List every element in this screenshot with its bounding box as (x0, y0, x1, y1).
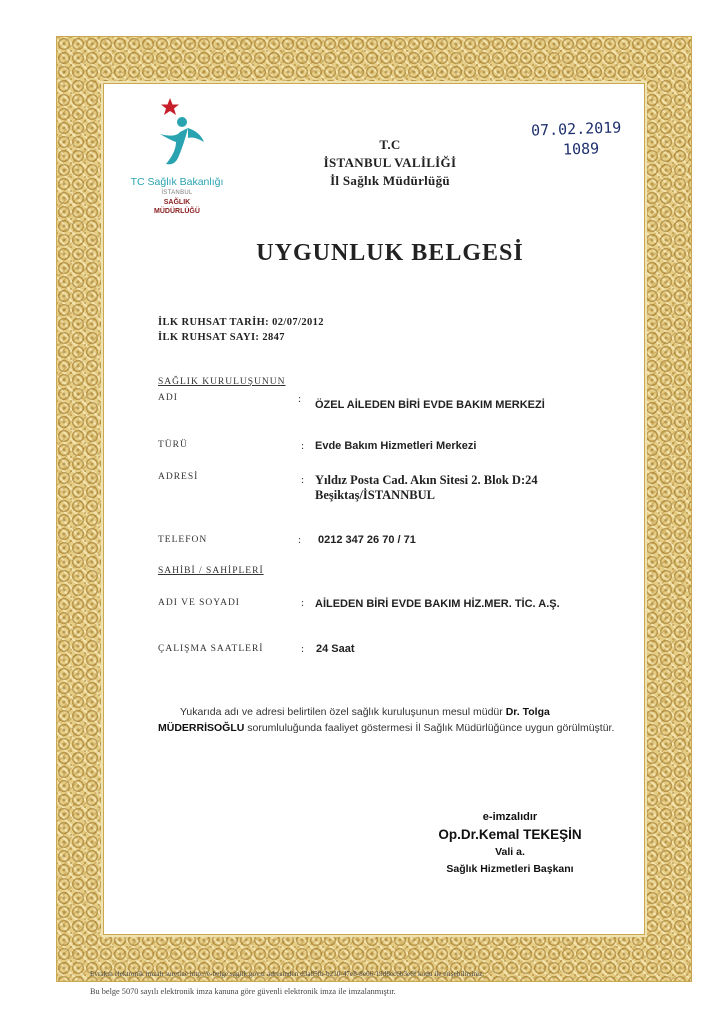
colon: : (298, 393, 302, 405)
institution-type-value: Evde Bakım Hizmetleri Merkezi (315, 440, 477, 452)
owners-section-heading: SAHİBİ / SAHİPLERİ (158, 566, 264, 576)
colon: : (298, 534, 302, 546)
header-governorship: İSTANBUL VALİLİĞİ (323, 155, 457, 170)
handwritten-number: 1089 (562, 139, 600, 159)
colon: : (301, 597, 305, 609)
approval-text-part2: sorumluluğunda faaliyet göstermesi İl Sağlık Müdürlüğünce uygun görülmüştür. (244, 722, 615, 734)
logo-city: İSTANBUL (161, 190, 193, 196)
logo-ministry-name: TC Sağlık Bakanlığı (130, 176, 224, 188)
institution-name-label: ADI (158, 393, 178, 403)
colon: : (301, 474, 305, 486)
license-count-value: 2847 (262, 332, 285, 343)
institution-phone-label: TELEFON (158, 535, 208, 545)
license-date-value: 02/07/2012 (272, 317, 324, 328)
approval-paragraph (158, 704, 628, 736)
logo-directorate-line1: SAĞLIK (163, 199, 191, 206)
logo-directorate (118, 198, 236, 216)
document-title: UYGUNLUK BELGESİ (256, 240, 524, 266)
institution-section-heading: SAĞLIK KURULUŞUNUN (158, 377, 286, 387)
owners-name-value: AİLEDEN BİRİ EVDE BAKIM HİZ.MER. TİC. A.Ş. (315, 598, 560, 610)
institution-address-line1: Yıldız Posta Cad. Akın Sitesi 2. Blok D:24 (315, 473, 538, 487)
header-health-directorate: İl Sağlık Müdürlüğü (330, 173, 450, 188)
footer-verification-line: Evrakın elektronik imzalı suretine http://e-belge.saglik.gov.tr adresinden d3a85fb-b210-47e8-8e66-19d8ec6b3e6f kodu ile erişebilirsiniz. (90, 970, 485, 978)
license-date (158, 317, 324, 328)
license-count (158, 332, 285, 343)
license-date-label: İLK RUHSAT TARİH: (158, 317, 270, 328)
institution-type-label: TÜRÜ (158, 440, 188, 450)
institution-address-line2: Beşiktaş/İSTANNBUL (315, 488, 435, 502)
institution-address-label: ADRESİ (158, 472, 199, 482)
header-tc: T.C (379, 137, 401, 152)
working-hours-label: ÇALIŞMA SAATLERİ (158, 644, 264, 654)
approval-text-part1: Yukarıda adı ve adresi belirtilen özel sağlık kuruluşunun mesul müdür (180, 706, 506, 718)
signatory-role-deputy: Vali a. (495, 846, 525, 858)
colon: : (301, 643, 305, 655)
signatory-name: Op.Dr.Kemal TEKEŞİN (438, 827, 582, 842)
colon: : (301, 440, 305, 452)
footer-esignature-law-line: Bu belge 5070 sayılı elektronik imza kanuna göre güvenli elektronik imza ile imzalanmıştır. (90, 987, 396, 996)
signatory-role-title: Sağlık Hizmetleri Başkanı (446, 863, 574, 875)
institution-name-value: ÖZEL AİLEDEN BİRİ EVDE BAKIM MERKEZİ (315, 399, 545, 411)
director-name: Dr. Tolga MÜDERRİSOĞLU (158, 706, 550, 734)
institution-phone-value: 0212 347 26 70 / 71 (318, 534, 416, 546)
handwritten-date: 07.02.2019 (530, 118, 622, 140)
e-signature-note: e-imzalıdır (482, 811, 538, 823)
logo-directorate-line2: MÜDÜRLÜĞÜ (154, 208, 200, 215)
license-count-label: İLK RUHSAT SAYI: (158, 332, 260, 343)
working-hours-value: 24 Saat (316, 643, 355, 655)
owners-name-label: ADI VE SOYADI (158, 598, 240, 608)
